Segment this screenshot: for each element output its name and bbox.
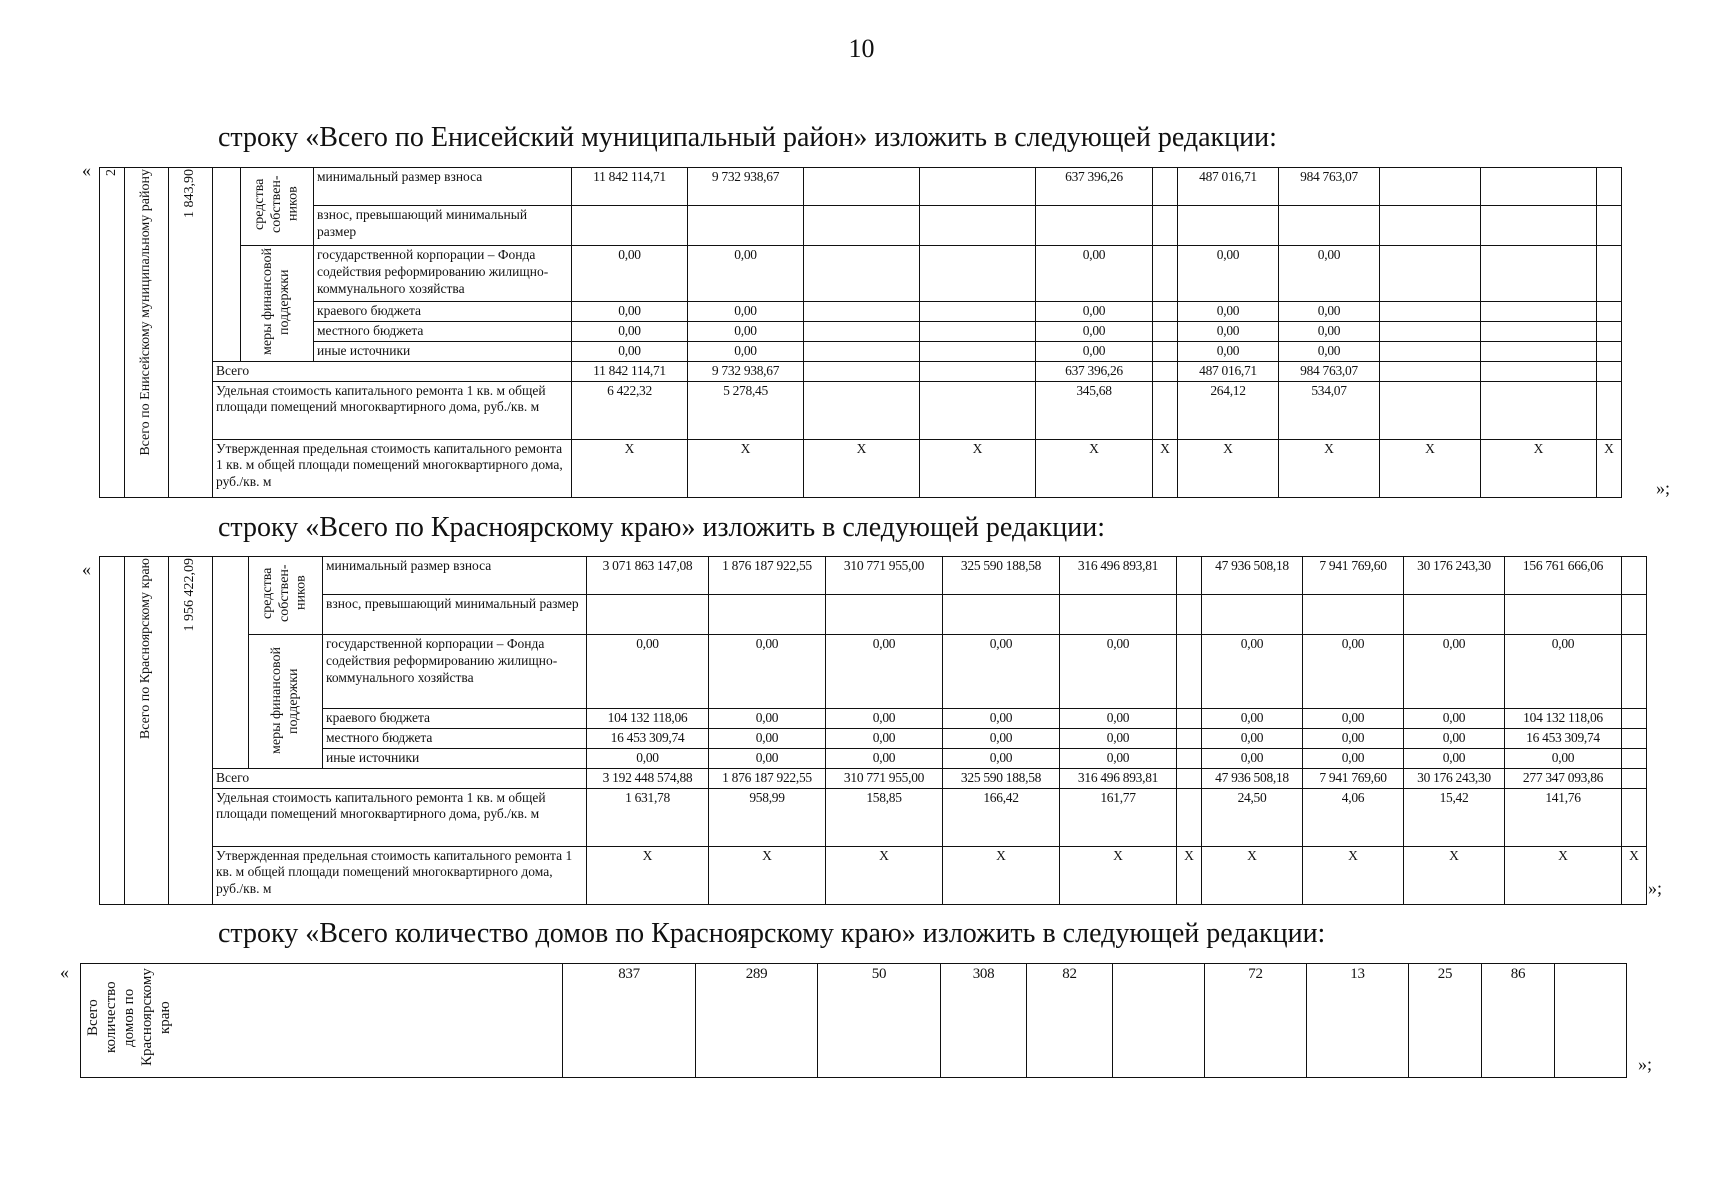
value-cell: X — [1153, 439, 1178, 497]
value-cell: 0,00 — [1178, 321, 1279, 341]
value-cell: 6 422,32 — [572, 381, 688, 439]
value-cell — [1380, 361, 1481, 381]
empty-cell — [1597, 321, 1622, 341]
value-cell: 104 132 118,06 — [1505, 709, 1622, 729]
value-cell: 0,00 — [1303, 709, 1404, 729]
value-cell: 72 — [1205, 964, 1307, 1078]
value-cell: X — [943, 846, 1060, 904]
value-cell — [1380, 341, 1481, 361]
section3-table — [80, 963, 1627, 1078]
table-row — [100, 788, 1647, 846]
value-cell: X — [920, 439, 1036, 497]
value-cell — [920, 168, 1036, 206]
value-cell: 958,99 — [709, 788, 826, 846]
value-cell: 7 941 769,60 — [1303, 557, 1404, 595]
value-cell: 0,00 — [572, 321, 688, 341]
value-cell: 0,00 — [1178, 302, 1279, 322]
empty-cell — [1622, 709, 1647, 729]
value-cell — [1404, 595, 1505, 635]
value-cell: 637 396,26 — [1036, 168, 1153, 206]
value-cell: 0,00 — [709, 709, 826, 729]
value-cell: 13 — [1307, 964, 1409, 1078]
section1-heading: строку «Всего по Енисейский муниципальный район» изложить в следующей редакции: — [218, 122, 1277, 153]
label-min-fee: минимальный размер взноса — [314, 168, 572, 206]
value-cell — [1153, 246, 1178, 302]
value-cell — [1153, 381, 1178, 439]
value-cell — [1153, 168, 1178, 206]
value-cell: 50 — [818, 964, 941, 1078]
value-cell: 0,00 — [709, 728, 826, 748]
value-cell: 158,85 — [826, 788, 943, 846]
value-cell: 3 192 448 574,88 — [587, 768, 709, 788]
empty-cell — [1622, 557, 1647, 595]
value-cell — [1178, 206, 1279, 246]
value-cell: 9 732 938,67 — [688, 361, 804, 381]
table-row — [100, 381, 1622, 439]
empty-cell — [1597, 246, 1622, 302]
empty-cell — [1622, 635, 1647, 709]
value-cell: 0,00 — [572, 302, 688, 322]
empty-cell — [1622, 768, 1647, 788]
value-cell: 0,00 — [1303, 748, 1404, 768]
label-other: иные источники — [323, 748, 587, 768]
value-cell — [1113, 964, 1205, 1078]
value-cell: 0,00 — [1279, 321, 1380, 341]
empty-cell — [1597, 168, 1622, 206]
value-cell — [804, 206, 920, 246]
value-cell: 4,06 — [1303, 788, 1404, 846]
value-cell: 984 763,07 — [1279, 168, 1380, 206]
value-cell: 0,00 — [943, 709, 1060, 729]
value-cell — [1380, 246, 1481, 302]
label-limit-cost: Утвержденная предельная стоимость капитального ремонта 1 кв. м общей площади помещений многоквартирного дома, руб./кв. м — [213, 439, 572, 497]
value-cell: 82 — [1027, 964, 1113, 1078]
value-cell: 166,42 — [943, 788, 1060, 846]
label-other: иные источники — [314, 341, 572, 361]
quote-close-2: »; — [1648, 878, 1663, 898]
value-cell — [1481, 381, 1597, 439]
value-cell: 0,00 — [1279, 302, 1380, 322]
value-cell: 0,00 — [1178, 246, 1279, 302]
value-cell: 0,00 — [572, 341, 688, 361]
value-cell: X — [1481, 439, 1597, 497]
value-cell: 86 — [1482, 964, 1555, 1078]
label-total: Всего — [213, 361, 572, 381]
value-cell: 534,07 — [1279, 381, 1380, 439]
value-cell: 0,00 — [1202, 728, 1303, 748]
value-cell — [1177, 768, 1202, 788]
value-cell — [804, 341, 920, 361]
value-cell: 316 496 893,81 — [1060, 557, 1177, 595]
value-cell: X — [1036, 439, 1153, 497]
empty-cell — [1597, 341, 1622, 361]
value-cell — [1060, 595, 1177, 635]
value-cell: 0,00 — [826, 728, 943, 748]
value-cell: X — [709, 846, 826, 904]
value-cell: 161,77 — [1060, 788, 1177, 846]
value-cell: X — [587, 846, 709, 904]
value-cell: 30 176 243,30 — [1404, 768, 1505, 788]
value-cell: 0,00 — [688, 246, 804, 302]
quote-close-3: »; — [1638, 1054, 1653, 1074]
value-cell: 316 496 893,81 — [1060, 768, 1177, 788]
table-row — [100, 709, 1647, 729]
value-cell: 0,00 — [1036, 341, 1153, 361]
value-cell: 156 761 666,06 — [1505, 557, 1622, 595]
value-cell — [1279, 206, 1380, 246]
value-cell — [1177, 557, 1202, 595]
value-cell: 7 941 769,60 — [1303, 768, 1404, 788]
value-cell: 0,00 — [1303, 728, 1404, 748]
label-unit-cost: Удельная стоимость капитального ремонта 1 кв. м общей площади помещений многоквартирного дома, руб./кв. м — [213, 381, 572, 439]
label-local: местного бюджета — [323, 728, 587, 748]
label-corp: государственной корпорации – Фонда содействия реформированию жилищно-коммунального хозяйства — [323, 635, 587, 709]
value-cell: 0,00 — [826, 748, 943, 768]
page-number: 10 — [848, 34, 875, 63]
value-cell — [920, 246, 1036, 302]
value-cell: 0,00 — [943, 635, 1060, 709]
value-cell: X — [688, 439, 804, 497]
value-cell — [920, 381, 1036, 439]
value-cell: 1 876 187 922,55 — [709, 768, 826, 788]
value-cell — [1380, 381, 1481, 439]
value-cell: 0,00 — [943, 748, 1060, 768]
quote-close-1: »; — [1656, 478, 1671, 498]
value-cell — [688, 206, 804, 246]
empty-cell — [1622, 728, 1647, 748]
section2-table — [99, 556, 1647, 905]
value-cell: 0,00 — [1404, 748, 1505, 768]
value-cell: 0,00 — [572, 246, 688, 302]
table-row — [100, 557, 1647, 595]
value-cell: X — [1404, 846, 1505, 904]
value-cell — [943, 595, 1060, 635]
value-cell: 264,12 — [1178, 381, 1279, 439]
quote-open-2: « — [82, 559, 91, 579]
table-row — [100, 168, 1622, 206]
group-support-cell: меры финансовой поддержки — [249, 635, 323, 769]
value-cell — [1380, 302, 1481, 322]
section2-heading: строку «Всего по Красноярскому краю» изложить в следующей редакции: — [218, 512, 1106, 543]
value-cell: 310 771 955,00 — [826, 768, 943, 788]
value-cell — [1177, 635, 1202, 709]
value-cell — [1177, 709, 1202, 729]
value-cell: 0,00 — [1036, 321, 1153, 341]
value-cell — [826, 595, 943, 635]
value-cell — [1481, 168, 1597, 206]
value-cell: 310 771 955,00 — [826, 557, 943, 595]
value-cell — [1481, 321, 1597, 341]
value-cell — [1555, 964, 1627, 1078]
table-row — [100, 728, 1647, 748]
value-cell: X — [804, 439, 920, 497]
row-number-cell: 2 — [100, 168, 125, 498]
value-cell — [572, 206, 688, 246]
value-cell: 0,00 — [1036, 302, 1153, 322]
empty-cell — [1597, 302, 1622, 322]
table-row — [100, 846, 1647, 904]
value-cell: 0,00 — [587, 748, 709, 768]
value-cell: 30 176 243,30 — [1404, 557, 1505, 595]
value-cell: X — [1597, 439, 1622, 497]
value-cell — [920, 361, 1036, 381]
value-cell — [1202, 595, 1303, 635]
label-total: Всего — [213, 768, 587, 788]
value-cell: 16 453 309,74 — [587, 728, 709, 748]
value-cell: X — [1202, 846, 1303, 904]
value-cell: 308 — [941, 964, 1027, 1078]
value-cell: 1 631,78 — [587, 788, 709, 846]
value-cell: 0,00 — [1202, 748, 1303, 768]
value-cell: 5 278,45 — [688, 381, 804, 439]
table-row — [100, 321, 1622, 341]
value-cell: 0,00 — [587, 635, 709, 709]
label-local: местного бюджета — [314, 321, 572, 341]
value-cell: 0,00 — [709, 748, 826, 768]
value-cell: 11 842 114,71 — [572, 361, 688, 381]
empty-cell — [1597, 206, 1622, 246]
value-cell — [1481, 341, 1597, 361]
value-cell — [1505, 595, 1622, 635]
value-cell: X — [1060, 846, 1177, 904]
value-cell: 1 876 187 922,55 — [709, 557, 826, 595]
value-cell — [1481, 361, 1597, 381]
row-area-cell: 1 956 422,09 — [169, 557, 213, 905]
value-cell: 637 396,26 — [1036, 361, 1153, 381]
value-cell: 25 — [1409, 964, 1482, 1078]
row-title-cell: Всего по Красноярскому краю — [125, 557, 169, 905]
value-cell — [804, 302, 920, 322]
value-cell — [804, 321, 920, 341]
table-row — [100, 206, 1622, 246]
value-cell — [1177, 595, 1202, 635]
value-cell: 0,00 — [1060, 635, 1177, 709]
value-cell: 0,00 — [1060, 748, 1177, 768]
value-cell: 0,00 — [1279, 246, 1380, 302]
value-cell — [804, 168, 920, 206]
value-cell — [1153, 206, 1178, 246]
value-cell: 0,00 — [709, 635, 826, 709]
value-cell: X — [1622, 846, 1647, 904]
empty-cell — [1622, 788, 1647, 846]
table-row — [100, 595, 1647, 635]
value-cell — [1153, 361, 1178, 381]
label-corp: государственной корпорации – Фонда содействия реформированию жилищно-коммунального хозяйства — [314, 246, 572, 302]
value-cell: X — [572, 439, 688, 497]
empty-cell — [1622, 748, 1647, 768]
value-cell: 9 732 938,67 — [688, 168, 804, 206]
value-cell — [709, 595, 826, 635]
value-cell: 837 — [563, 964, 696, 1078]
value-cell: 277 347 093,86 — [1505, 768, 1622, 788]
empty-cell — [1597, 361, 1622, 381]
table-row — [81, 964, 1627, 1078]
value-cell — [804, 246, 920, 302]
value-cell — [1036, 206, 1153, 246]
value-cell: 345,68 — [1036, 381, 1153, 439]
value-cell: 0,00 — [1404, 728, 1505, 748]
row-title-cell: Всего количество домов по Красноярскому краю — [81, 964, 563, 1078]
label-regional: краевого бюджета — [323, 709, 587, 729]
value-cell — [1153, 321, 1178, 341]
table-row — [100, 768, 1647, 788]
label-unit-cost: Удельная стоимость капитального ремонта 1 кв. м общей площади помещений многоквартирного дома, руб./кв. м — [213, 788, 587, 846]
table-row — [100, 302, 1622, 322]
value-cell: 11 842 114,71 — [572, 168, 688, 206]
value-cell: 0,00 — [1036, 246, 1153, 302]
value-cell: 0,00 — [826, 709, 943, 729]
quote-open-3: « — [60, 962, 69, 982]
value-cell: 0,00 — [1178, 341, 1279, 361]
section3-heading: строку «Всего количество домов по Красноярскому краю» изложить в следующей редакции: — [218, 918, 1326, 949]
label-regional: краевого бюджета — [314, 302, 572, 322]
value-cell: 325 590 188,58 — [943, 768, 1060, 788]
value-cell: 0,00 — [1060, 728, 1177, 748]
table-row — [100, 439, 1622, 497]
value-cell: 0,00 — [1404, 635, 1505, 709]
value-cell: 0,00 — [688, 302, 804, 322]
value-cell — [804, 381, 920, 439]
section1-table — [99, 167, 1622, 498]
table-row — [100, 635, 1647, 709]
label-limit-cost: Утвержденная предельная стоимость капитального ремонта 1 кв. м общей площади помещений многоквартирного дома, руб./кв. м — [213, 846, 587, 904]
value-cell: 0,00 — [1505, 635, 1622, 709]
value-cell: 15,42 — [1404, 788, 1505, 846]
row-title-cell: Всего по Енисейскому муниципальному району — [125, 168, 169, 498]
table-row — [100, 361, 1622, 381]
value-cell: 984 763,07 — [1279, 361, 1380, 381]
row-area-cell: 1 843,90 — [169, 168, 213, 498]
value-cell — [1380, 168, 1481, 206]
value-cell: 0,00 — [1202, 635, 1303, 709]
value-cell — [920, 206, 1036, 246]
value-cell — [804, 361, 920, 381]
value-cell: 0,00 — [1303, 635, 1404, 709]
value-cell — [1481, 302, 1597, 322]
label-above-min: взнос, превышающий минимальный размер — [314, 206, 572, 246]
value-cell: 16 453 309,74 — [1505, 728, 1622, 748]
empty-cell — [1622, 595, 1647, 635]
table-row — [100, 246, 1622, 302]
value-cell: 0,00 — [688, 321, 804, 341]
value-cell — [1153, 302, 1178, 322]
value-cell: 0,00 — [688, 341, 804, 361]
value-cell: X — [1177, 846, 1202, 904]
value-cell: 487 016,71 — [1178, 168, 1279, 206]
value-cell: 0,00 — [1202, 709, 1303, 729]
value-cell: 0,00 — [943, 728, 1060, 748]
value-cell — [920, 302, 1036, 322]
table-row — [100, 341, 1622, 361]
value-cell — [1303, 595, 1404, 635]
value-cell — [1177, 728, 1202, 748]
value-cell — [1481, 206, 1597, 246]
value-cell: 487 016,71 — [1178, 361, 1279, 381]
value-cell: X — [1380, 439, 1481, 497]
value-cell — [920, 341, 1036, 361]
value-cell — [1177, 788, 1202, 846]
value-cell — [587, 595, 709, 635]
table-row — [100, 748, 1647, 768]
value-cell: 0,00 — [1404, 709, 1505, 729]
value-cell: 47 936 508,18 — [1202, 768, 1303, 788]
value-cell: 24,50 — [1202, 788, 1303, 846]
group-owner-cell: средства собствен-ников — [241, 168, 314, 246]
label-min-fee: минимальный размер взноса — [323, 557, 587, 595]
value-cell — [1380, 321, 1481, 341]
value-cell — [1380, 206, 1481, 246]
group-owner-cell: средства собствен-ников — [249, 557, 323, 635]
value-cell: X — [1505, 846, 1622, 904]
value-cell — [1481, 246, 1597, 302]
value-cell: 141,76 — [1505, 788, 1622, 846]
value-cell: 104 132 118,06 — [587, 709, 709, 729]
value-cell: 0,00 — [826, 635, 943, 709]
value-cell: 325 590 188,58 — [943, 557, 1060, 595]
value-cell: 47 936 508,18 — [1202, 557, 1303, 595]
value-cell: 289 — [696, 964, 818, 1078]
value-cell: X — [826, 846, 943, 904]
value-cell: X — [1279, 439, 1380, 497]
value-cell — [920, 321, 1036, 341]
label-above-min: взнос, превышающий минимальный размер — [323, 595, 587, 635]
value-cell — [1177, 748, 1202, 768]
value-cell: 0,00 — [1060, 709, 1177, 729]
value-cell: 3 071 863 147,08 — [587, 557, 709, 595]
group-support-cell: меры финансовой поддержки — [241, 246, 314, 362]
value-cell: 0,00 — [1505, 748, 1622, 768]
value-cell: 0,00 — [1279, 341, 1380, 361]
quote-open-1: « — [82, 160, 91, 180]
value-cell: X — [1178, 439, 1279, 497]
value-cell — [1153, 341, 1178, 361]
value-cell: X — [1303, 846, 1404, 904]
empty-cell — [1597, 381, 1622, 439]
